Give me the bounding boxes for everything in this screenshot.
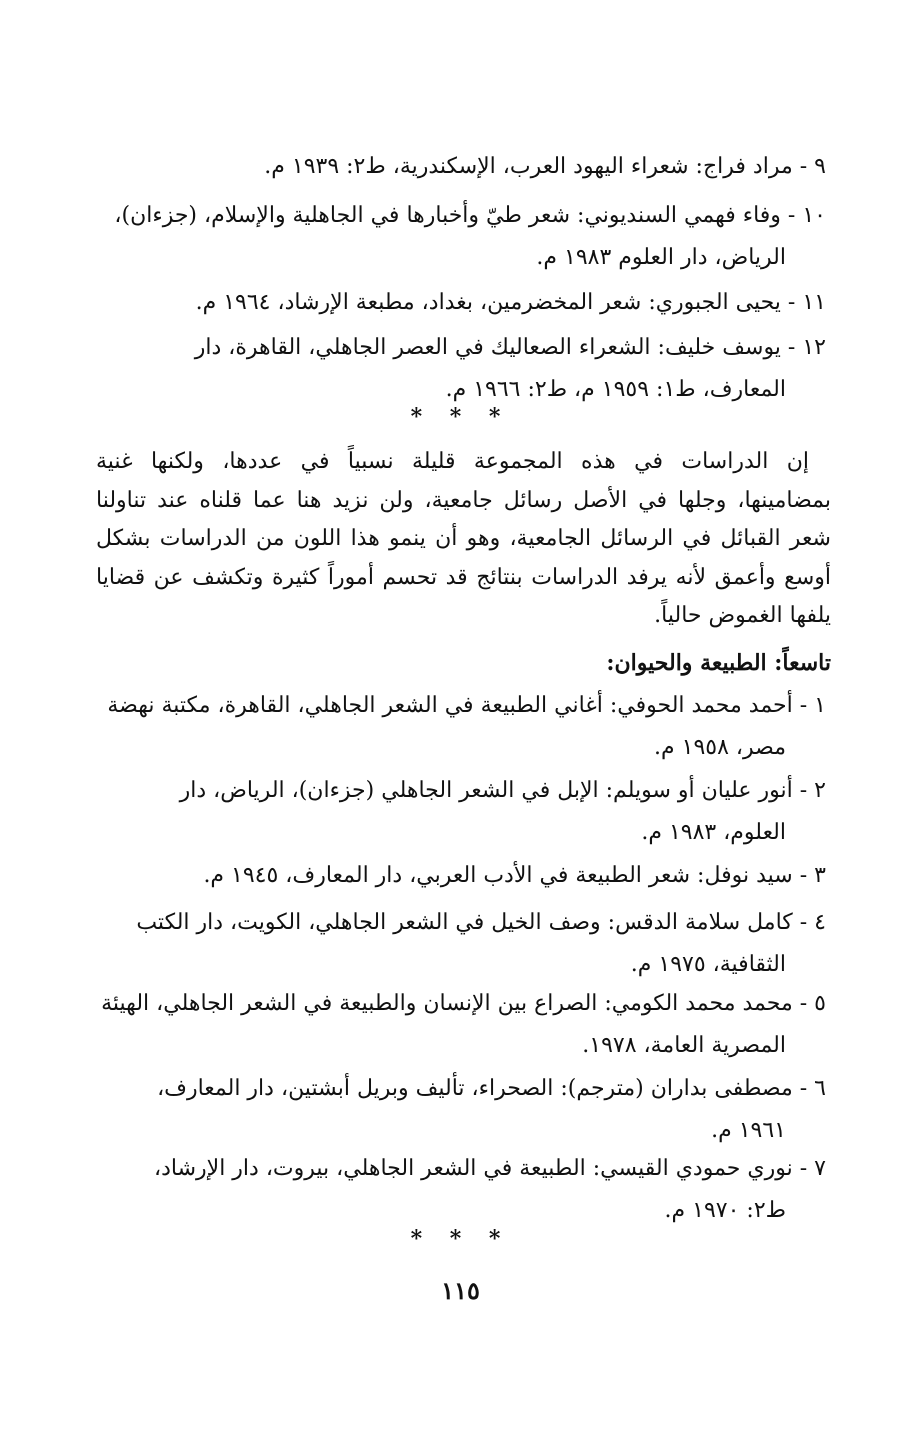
bibliography-entry-7: ٧ - نوري حمودي القيسي: الطبيعة في الشعر الجاهلي، بيروت، دار الإرشاد، ط٢: ١٩٧٠ م. <box>101 1148 826 1232</box>
entry-line: أنور عليان أو سويلم: الإبل في الشعر الجاهلي (جزءان)، الرياض، دار <box>179 778 793 803</box>
entry-line: الرياض، دار العلوم ١٩٨٣ م. <box>536 245 786 270</box>
entry-line: يوسف خليف: الشعراء الصعاليك في العصر الجاهلي، القاهرة، دار <box>194 335 781 360</box>
entry-number: ١ <box>814 693 826 718</box>
bibliography-entry-1: ١ - أحمد محمد الحوفي: أغاني الطبيعة في الشعر الجاهلي، القاهرة، مكتبة نهضة مصر، ١٩٥٨ م. <box>101 685 826 769</box>
entry-line: كامل سلامة الدقس: وصف الخيل في الشعر الجاهلي، الكويت، دار الكتب <box>136 910 793 935</box>
entry-number: ٥ <box>814 991 826 1016</box>
bibliography-entry-2: ٢ - أنور عليان أو سويلم: الإبل في الشعر الجاهلي (جزءان)، الرياض، دار العلوم، ١٩٨٣ م. <box>101 770 826 854</box>
entry-number: ١٠ <box>802 203 826 228</box>
entry-line: وفاء فهمي السنديوني: شعر طيّ وأخبارها في الجاهلية والإسلام، (جزءان)، <box>114 203 781 228</box>
paragraph-line: بمضامينها، وجلها في الأصل رسائل جامعية، ولن نزيد هنا عما قلناه عند تناولنا <box>96 487 831 513</box>
bibliography-entry-10: ١٠ - وفاء فهمي السنديوني: شعر طيّ وأخبارها في الجاهلية والإسلام، (جزءان)، الرياض، دار العلوم ١٩٨٣ م. <box>101 195 826 279</box>
section-heading: تاسعاً: الطبيعة والحيوان: <box>606 650 831 676</box>
body-paragraph <box>96 443 831 636</box>
entry-line: أحمد محمد الحوفي: أغاني الطبيعة في الشعر الجاهلي، القاهرة، مكتبة نهضة <box>107 693 793 718</box>
bibliography-entry-3: ٣ - سيد نوفل: شعر الطبيعة في الأدب العربي، دار المعارف، ١٩٤٥ م. <box>203 863 826 888</box>
paragraph-line: أوسع وأعمق لأنه يرفد الدراسات بنتائج قد تحسم أموراً كثيرة وتكشف عن قضايا <box>96 564 831 590</box>
bibliography-entry-12: ١٢ - يوسف خليف: الشعراء الصعاليك في العصر الجاهلي، القاهرة، دار المعارف، ط١: ١٩٥٩ م، ط٢: ١٩٦٦ م. <box>101 327 826 411</box>
entry-line: سيد نوفل: شعر الطبيعة في الأدب العربي، دار المعارف، ١٩٤٥ م. <box>203 863 793 888</box>
entry-number: ٩ <box>814 154 826 179</box>
entry-number: ٦ <box>814 1076 826 1101</box>
paragraph-line: يلفها الغموض حالياً. <box>654 603 831 628</box>
entry-line: المعارف، ط١: ١٩٥٩ م، ط٢: ١٩٦٦ م. <box>445 377 786 402</box>
section-separator: * * * <box>410 1226 511 1252</box>
bibliography-entry-4: ٤ - كامل سلامة الدقس: وصف الخيل في الشعر الجاهلي، الكويت، دار الكتب الثقافية، ١٩٧٥ م. <box>101 902 826 986</box>
entry-line: الثقافية، ١٩٧٥ م. <box>630 952 786 977</box>
entry-number: ٧ <box>814 1156 826 1181</box>
entry-line: العلوم، ١٩٨٣ م. <box>641 820 786 845</box>
entry-line: المصرية العامة، ١٩٧٨. <box>582 1033 786 1058</box>
entry-number: ١١ <box>802 290 826 315</box>
bibliography-entry-9: ٩ - مراد فراج: شعراء اليهود العرب، الإسكندرية، ط٢: ١٩٣٩ م. <box>264 154 826 179</box>
entry-line: ط٢: ١٩٧٠ م. <box>664 1198 786 1223</box>
entry-number: ٣ <box>814 863 826 888</box>
entry-line: يحيى الجبوري: شعر المخضرمين، بغداد، مطبعة الإرشاد، ١٩٦٤ م. <box>195 290 781 315</box>
entry-number: ٢ <box>814 778 826 803</box>
entry-number: ٤ <box>814 910 826 935</box>
entry-number: ١٢ <box>802 335 826 360</box>
entry-line: محمد محمد الكومي: الصراع بين الإنسان والطبيعة في الشعر الجاهلي، الهيئة <box>101 991 793 1016</box>
entry-line: ١٩٦١ م. <box>711 1118 786 1143</box>
page-number: ١١٥ <box>441 1276 480 1305</box>
paragraph-line: إن الدراسات في هذه المجموعة قليلة نسبياً في عددها، ولكنها غنية <box>96 449 809 474</box>
bibliography-entry-11: ١١ - يحيى الجبوري: شعر المخضرمين، بغداد، مطبعة الإرشاد، ١٩٦٤ م. <box>195 290 826 315</box>
entry-line: مصر، ١٩٥٨ م. <box>654 735 786 760</box>
paragraph-line: شعر القبائل في الرسائل الجامعية، وهو أن ينمو هذا اللون من الدراسات بشكل <box>96 526 831 551</box>
bibliography-entry-5: ٥ - محمد محمد الكومي: الصراع بين الإنسان والطبيعة في الشعر الجاهلي، الهيئة المصرية العامة، ١٩٧٨. <box>101 983 826 1067</box>
entry-line: مراد فراج: شعراء اليهود العرب، الإسكندرية، ط٢: ١٩٣٩ م. <box>264 154 793 179</box>
entry-line: مصطفى بداران (مترجم): الصحراء، تأليف وبريل أبشتين، دار المعارف، <box>157 1076 793 1101</box>
bibliography-entry-6: ٦ - مصطفى بداران (مترجم): الصحراء، تأليف وبريل أبشتين، دار المعارف، ١٩٦١ م. <box>101 1068 826 1152</box>
entry-line: نوري حمودي القيسي: الطبيعة في الشعر الجاهلي، بيروت، دار الإرشاد، <box>153 1156 793 1181</box>
section-separator: * * * <box>410 404 511 430</box>
